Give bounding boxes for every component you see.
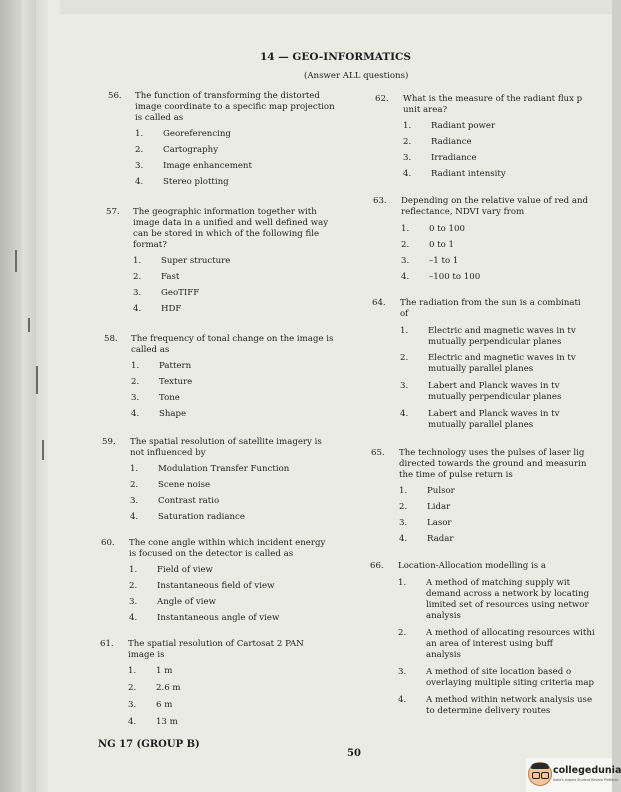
option-number: 4.	[398, 695, 407, 705]
question-text-line: Location-Allocation modelling is a	[398, 561, 547, 571]
option-text: analysis	[426, 650, 461, 660]
question-text-line: The geographic information together with	[133, 207, 317, 217]
question-text-line: reflectance, NDVI vary from	[401, 207, 525, 217]
page-top-shadow	[60, 0, 612, 14]
option-number: 4.	[403, 169, 412, 179]
option-text: mutually parallel planes	[428, 420, 534, 430]
option-number: 1.	[131, 361, 140, 371]
option-text: Pattern	[159, 361, 192, 371]
option-text: Instantaneous angle of view	[157, 613, 280, 623]
option-number: 1.	[403, 121, 412, 131]
option-text: Electric and magnetic waves in tv	[428, 353, 576, 363]
question-text-line: Depending on the relative value of red and	[401, 196, 589, 206]
option-text: mutually parallel planes	[428, 364, 534, 374]
option-text: 0 to 100	[429, 224, 465, 234]
logo-name: collegedunia	[553, 765, 621, 776]
option-text: A method of allocating resources withi	[426, 628, 595, 638]
option-number: 3.	[128, 700, 137, 710]
option-text: mutually perpendicular planes	[428, 392, 562, 402]
option-number: 1.	[401, 224, 410, 234]
option-number: 4.	[130, 512, 139, 522]
option-text: A method of site location based o	[426, 667, 572, 677]
question-text-line: The spatial resolution of satellite imagery is	[130, 437, 322, 447]
question-number: 65.	[371, 448, 385, 458]
option-text: Modulation Transfer Function	[158, 464, 290, 474]
question-text-line: is focused on the detector is called as	[129, 549, 294, 559]
option-number: 3.	[403, 153, 412, 163]
option-text: GeoTIFF	[161, 288, 200, 298]
option-text: Radiance	[431, 137, 472, 147]
option-number: 4.	[128, 717, 137, 727]
option-text: limited set of resources using networ	[426, 600, 589, 610]
question-text-line: not influenced by	[130, 448, 206, 458]
option-number: 2.	[133, 272, 142, 282]
option-text: Radiant intensity	[431, 169, 506, 179]
option-text: Tone	[159, 393, 180, 403]
option-number: 4.	[133, 304, 142, 314]
option-text: mutually perpendicular planes	[428, 337, 562, 347]
option-text: Fast	[161, 272, 180, 282]
option-text: Scene noise	[158, 480, 211, 490]
question-text-line: image coordinate to a specific map projection	[135, 102, 335, 112]
option-text: Pulsor	[427, 486, 455, 496]
option-text: an area of interest using buff	[426, 639, 553, 649]
option-number: 2.	[398, 628, 407, 638]
option-text: 2.6 m	[156, 683, 181, 693]
page-stack-edge	[36, 0, 48, 792]
option-number: 3.	[398, 667, 407, 677]
option-number: 1.	[133, 256, 142, 266]
question-number: 66.	[370, 561, 384, 571]
option-number: 4.	[131, 409, 140, 419]
option-number: 2.	[131, 377, 140, 387]
option-text: 6 m	[156, 700, 173, 710]
option-text: A method within network analysis use	[426, 695, 593, 705]
option-text: Labert and Planck waves in tv	[428, 409, 560, 419]
option-number: 2.	[401, 240, 410, 250]
option-text: A method of matching supply wit	[426, 578, 571, 588]
question-text-line: What is the measure of the radiant flux p	[403, 94, 583, 104]
option-number: 3.	[133, 288, 142, 298]
option-number: 2.	[135, 145, 144, 155]
question-text-line: called as	[131, 345, 170, 355]
question-text-line: can be stored in which of the following file	[133, 229, 320, 239]
edge-mark	[15, 250, 17, 272]
question-text-line: format?	[133, 240, 167, 250]
option-text: Texture	[159, 377, 193, 387]
option-number: 2.	[399, 502, 408, 512]
paper-code: NG 17 (GROUP B)	[98, 739, 200, 750]
option-number: 2.	[400, 353, 409, 363]
edge-mark	[28, 318, 30, 332]
option-text: Labert and Planck waves in tv	[428, 381, 560, 391]
page-stack-edge	[22, 0, 36, 792]
question-number: 64.	[372, 298, 386, 308]
edge-mark	[36, 366, 38, 394]
question-text-line: is called as	[135, 113, 184, 123]
question-text-line: The function of transforming the distorted	[135, 91, 320, 101]
question-text-line: directed towards the ground and measurin	[399, 459, 587, 469]
question-text-line: The spatial resolution of Cartosat 2 PAN	[128, 639, 304, 649]
option-number: 2.	[129, 581, 138, 591]
option-text: Stereo plotting	[163, 177, 229, 187]
question-number: 61.	[100, 639, 114, 649]
option-text: 13 m	[156, 717, 178, 727]
option-text: 0 to 1	[429, 240, 455, 250]
paper-title: 14 — GEO-INFORMATICS	[260, 51, 411, 63]
question-text-line: image data in a unified and well defined way	[133, 218, 329, 228]
option-text: to determine delivery routes	[426, 706, 551, 716]
mascot-icon	[528, 762, 552, 786]
option-text: Cartography	[163, 145, 219, 155]
question-number: 63.	[373, 196, 387, 206]
question-text-line: The technology uses the pulses of laser lig	[399, 448, 585, 458]
option-text: Image enhancement	[163, 161, 252, 171]
option-text: Field of view	[157, 565, 213, 575]
question-number: 57.	[106, 207, 120, 217]
option-text: –1 to 1	[429, 256, 459, 266]
option-number: 3.	[399, 518, 408, 528]
option-text: Radar	[427, 534, 454, 544]
option-text: demand across a network by locating	[426, 589, 590, 599]
question-number: 62.	[375, 94, 389, 104]
option-number: 1.	[398, 578, 407, 588]
option-text: Shape	[159, 409, 187, 419]
paper-instruction: (Answer ALL questions)	[304, 71, 409, 81]
option-number: 3.	[401, 256, 410, 266]
option-number: 1.	[128, 666, 137, 676]
question-number: 59.	[102, 437, 116, 447]
question-number: 56.	[108, 91, 122, 101]
option-text: Angle of view	[157, 597, 216, 607]
question-text-line: image is	[128, 650, 165, 660]
option-number: 3.	[130, 496, 139, 506]
option-text: Georeferencing	[163, 129, 231, 139]
option-number: 3.	[135, 161, 144, 171]
question-text-line: The radiation from the sun is a combinati	[400, 298, 581, 308]
edge-mark	[42, 440, 44, 460]
option-text: Irradiance	[431, 153, 477, 163]
logo-tagline: India's largest Student Review Platform	[553, 778, 618, 782]
option-number: 1.	[400, 326, 409, 336]
option-text: 1 m	[156, 666, 173, 676]
option-number: 4.	[135, 177, 144, 187]
option-text: Lidar	[427, 502, 451, 512]
option-number: 3.	[131, 393, 140, 403]
option-text: Super structure	[161, 256, 231, 266]
question-text-line: the time of pulse return is	[399, 470, 513, 480]
option-text: analysis	[426, 611, 461, 621]
option-number: 2.	[128, 683, 137, 693]
option-number: 1.	[130, 464, 139, 474]
option-number: 4.	[399, 534, 408, 544]
option-number: 3.	[129, 597, 138, 607]
option-text: Lasor	[427, 518, 452, 528]
option-number: 2.	[130, 480, 139, 490]
page-stack-edge	[0, 0, 22, 792]
question-number: 58.	[104, 334, 118, 344]
option-number: 4.	[129, 613, 138, 623]
option-text: Electric and magnetic waves in tv	[428, 326, 576, 336]
collegedunia-logo	[526, 758, 621, 792]
option-text: Radiant power	[431, 121, 496, 131]
option-number: 1.	[129, 565, 138, 575]
question-text-line: The frequency of tonal change on the image is	[131, 334, 334, 344]
option-number: 4.	[401, 272, 410, 282]
option-text: overlaying multiple siting criteria map	[426, 678, 594, 688]
question-text-line: of	[400, 309, 409, 319]
question-text-line: The cone angle within which incident energy	[129, 538, 326, 548]
option-text: Instantaneous field of view	[157, 581, 275, 591]
option-text: Saturation radiance	[158, 512, 245, 522]
option-number: 2.	[403, 137, 412, 147]
option-number: 3.	[400, 381, 409, 391]
option-text: HDF	[161, 304, 182, 314]
option-text: –100 to 100	[429, 272, 481, 282]
option-number: 4.	[400, 409, 409, 419]
question-text-line: unit area?	[403, 105, 448, 115]
page-number: 50	[347, 748, 361, 759]
question-number: 60.	[101, 538, 115, 548]
option-number: 1.	[135, 129, 144, 139]
option-number: 1.	[399, 486, 408, 496]
option-text: Contrast ratio	[158, 496, 220, 506]
